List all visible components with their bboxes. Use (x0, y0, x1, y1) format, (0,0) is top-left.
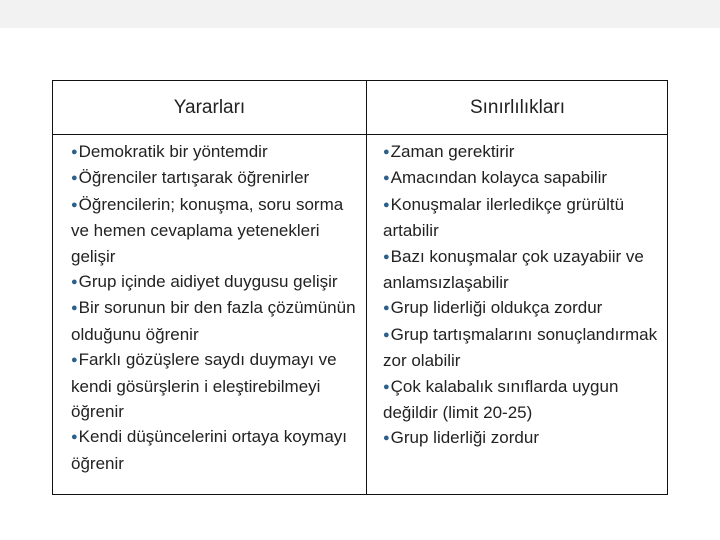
comparison-table (52, 80, 668, 495)
list-item: ●Grup içinde aidiyet duygusu gelişir (71, 272, 338, 292)
bullet-icon: ● (383, 380, 390, 393)
header-limitations: Sınırlılıkları (469, 97, 566, 118)
table-header-row (53, 81, 667, 135)
list-item: ●Bir sorunun bir den fazla çözümünün olduğunu öğrenir (71, 298, 356, 344)
list-item: ●Öğrencilerin; konuşma, soru sorma ve hemen cevaplama yetenekleri gelişir (71, 194, 344, 266)
bullet-icon: ● (383, 198, 390, 211)
list-item: ●Zaman gerektirir (383, 142, 515, 161)
list-item: ●Grup liderliği oldukça zordur (383, 298, 603, 318)
bullet-icon: ● (71, 431, 78, 444)
limitations-list (383, 139, 665, 452)
list-item: ●Grup liderliği zordur (383, 428, 539, 448)
bullet-icon: ● (71, 354, 78, 367)
slide-top-band (0, 0, 720, 28)
header-advantages: Yararları (173, 97, 246, 118)
list-item: ●Kendi düşüncelerini ortaya koymayı öğrenir (71, 427, 348, 473)
list-item: ●Amacından kolayca sapabilir (383, 168, 608, 188)
bullet-icon: ● (71, 198, 78, 211)
bullet-icon: ● (71, 302, 78, 315)
bullet-icon: ● (71, 146, 78, 158)
bullet-icon: ● (383, 250, 390, 263)
bullet-icon: ● (383, 172, 390, 185)
list-item: ●Grup tartışmalarını sonuçlandırmak zor olabilir (383, 324, 658, 371)
list-item: ●Bazı konuşmalar çok uzayabiir ve anlamsızlaşabilir (383, 246, 644, 293)
list-item: ●Çok kalabalık sınıflarda uygun değildir (limit 20-25) (383, 376, 619, 423)
column-divider (366, 81, 367, 494)
bullet-icon: ● (71, 172, 78, 185)
list-item: ●Konuşmalar ilerledikçe grürültü artabilir (383, 194, 625, 241)
bullet-icon: ● (383, 146, 390, 158)
list-item: ●Öğrenciler tartışarak öğrenirler (71, 168, 310, 188)
bullet-icon: ● (383, 302, 390, 315)
list-item: ●Farklı gözüşlere saydı duymayı ve kendi gösürşlerin i eleştirebilmeyi öğrenir (71, 350, 337, 422)
advantages-list (71, 139, 361, 476)
bullet-icon: ● (71, 276, 78, 289)
bullet-icon: ● (383, 432, 390, 445)
bullet-icon: ● (383, 328, 390, 341)
list-item: ●Demokratik bir yöntemdir (71, 142, 268, 161)
